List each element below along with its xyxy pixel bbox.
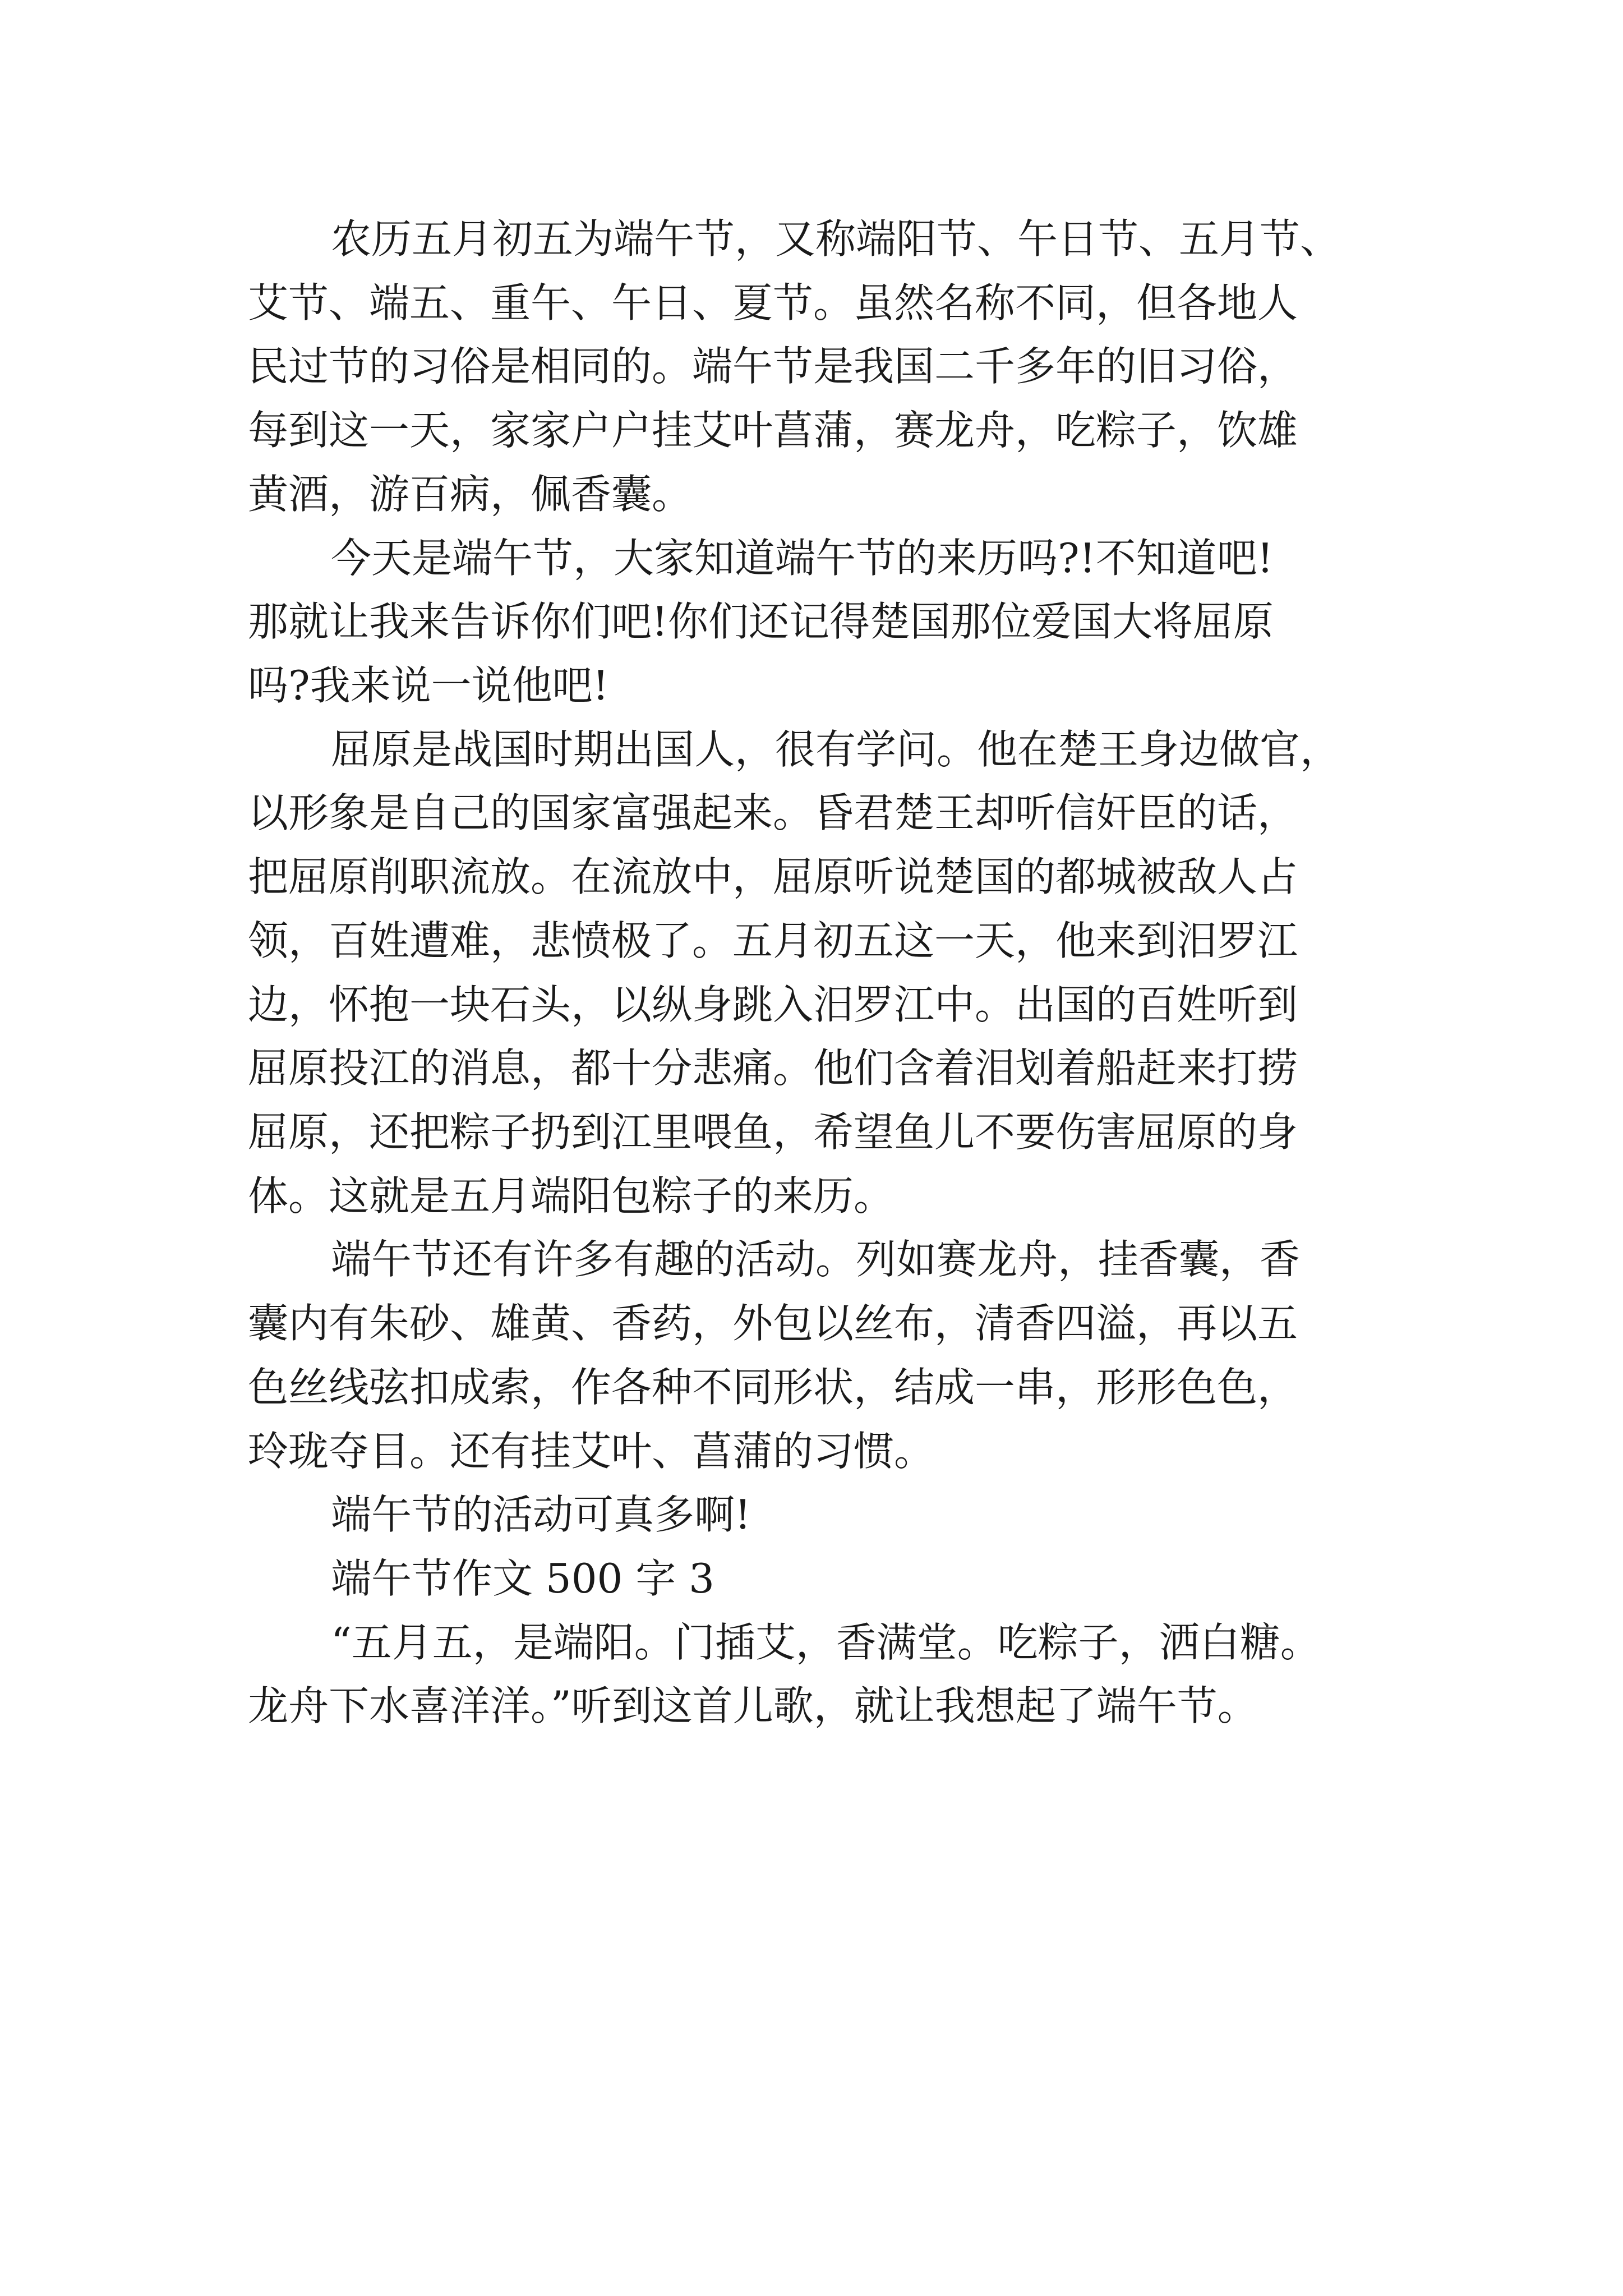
text-line-23: “五月五，是端阳。门插艾，香满堂。吃粽子，洒白糖。 (331, 1619, 1321, 1666)
text-line-1: 农历五月初五为端午节，又称端阳节、午日节、五月节、 (331, 215, 1341, 263)
text-line-11: 把屈原削职流放。在流放中，屈原听说楚国的都城被敌人占 (248, 853, 1298, 900)
section-heading: 端午节作文 500 字 3 (331, 1555, 714, 1602)
text-line-12: 领，百姓遭难，悲愤极了。五月初五这一天，他来到汨罗江 (248, 917, 1298, 964)
text-line-13: 边，怀抱一块石头，以纵身跳入汨罗江中。出国的百姓听到 (248, 981, 1298, 1028)
text-line-5: 黄酒，游百病，佩香囊。 (248, 471, 693, 518)
text-line-8: 吗?我来说一说他吧! (248, 662, 609, 709)
text-line-16: 体。这就是五月端阳包粽子的来历。 (248, 1172, 895, 1220)
text-line-18: 囊内有朱砂、雄黄、香药，外包以丝布，清香四溢，再以五 (248, 1300, 1298, 1347)
text-line-7: 那就让我来告诉你们吧!你们还记得楚国那位爱国大将屈原 (248, 598, 1274, 645)
text-line-6: 今天是端午节，大家知道端午节的来历吗?!不知道吧! (331, 535, 1274, 582)
text-line-24: 龙舟下水喜洋洋。”听到这首儿歌，就让我想起了端午节。 (248, 1682, 1258, 1729)
text-line-15: 屈原，还把粽子扔到江里喂鱼，希望鱼儿不要伤害屈原的身 (248, 1108, 1298, 1156)
text-line-19: 色丝线弦扣成索，作各种不同形状，结成一串，形形色色， (248, 1364, 1298, 1411)
text-line-4: 每到这一天，家家户户挂艾叶菖蒲，赛龙舟，吃粽子，饮雄 (248, 407, 1298, 454)
text-line-10: 以形象是自己的国家富强起来。昏君楚王却听信奸臣的话， (248, 789, 1298, 836)
text-line-2: 艾节、端五、重午、午日、夏节。虽然名称不同，但各地人 (248, 279, 1298, 326)
text-line-21: 端午节的活动可真多啊! (331, 1491, 751, 1538)
text-line-20: 玲珑夺目。还有挂艾叶、菖蒲的习惯。 (248, 1428, 935, 1475)
text-line-17: 端午节还有许多有趣的活动。列如赛龙舟，挂香囊，香 (331, 1236, 1301, 1283)
text-line-9: 屈原是战国时期出国人，很有学问。他在楚王身边做官， (331, 726, 1341, 773)
text-line-14: 屈原投江的消息，都十分悲痛。他们含着泪划着船赶来打捞 (248, 1045, 1298, 1092)
text-line-3: 民过节的习俗是相同的。端午节是我国二千多年的旧习俗， (248, 343, 1298, 390)
